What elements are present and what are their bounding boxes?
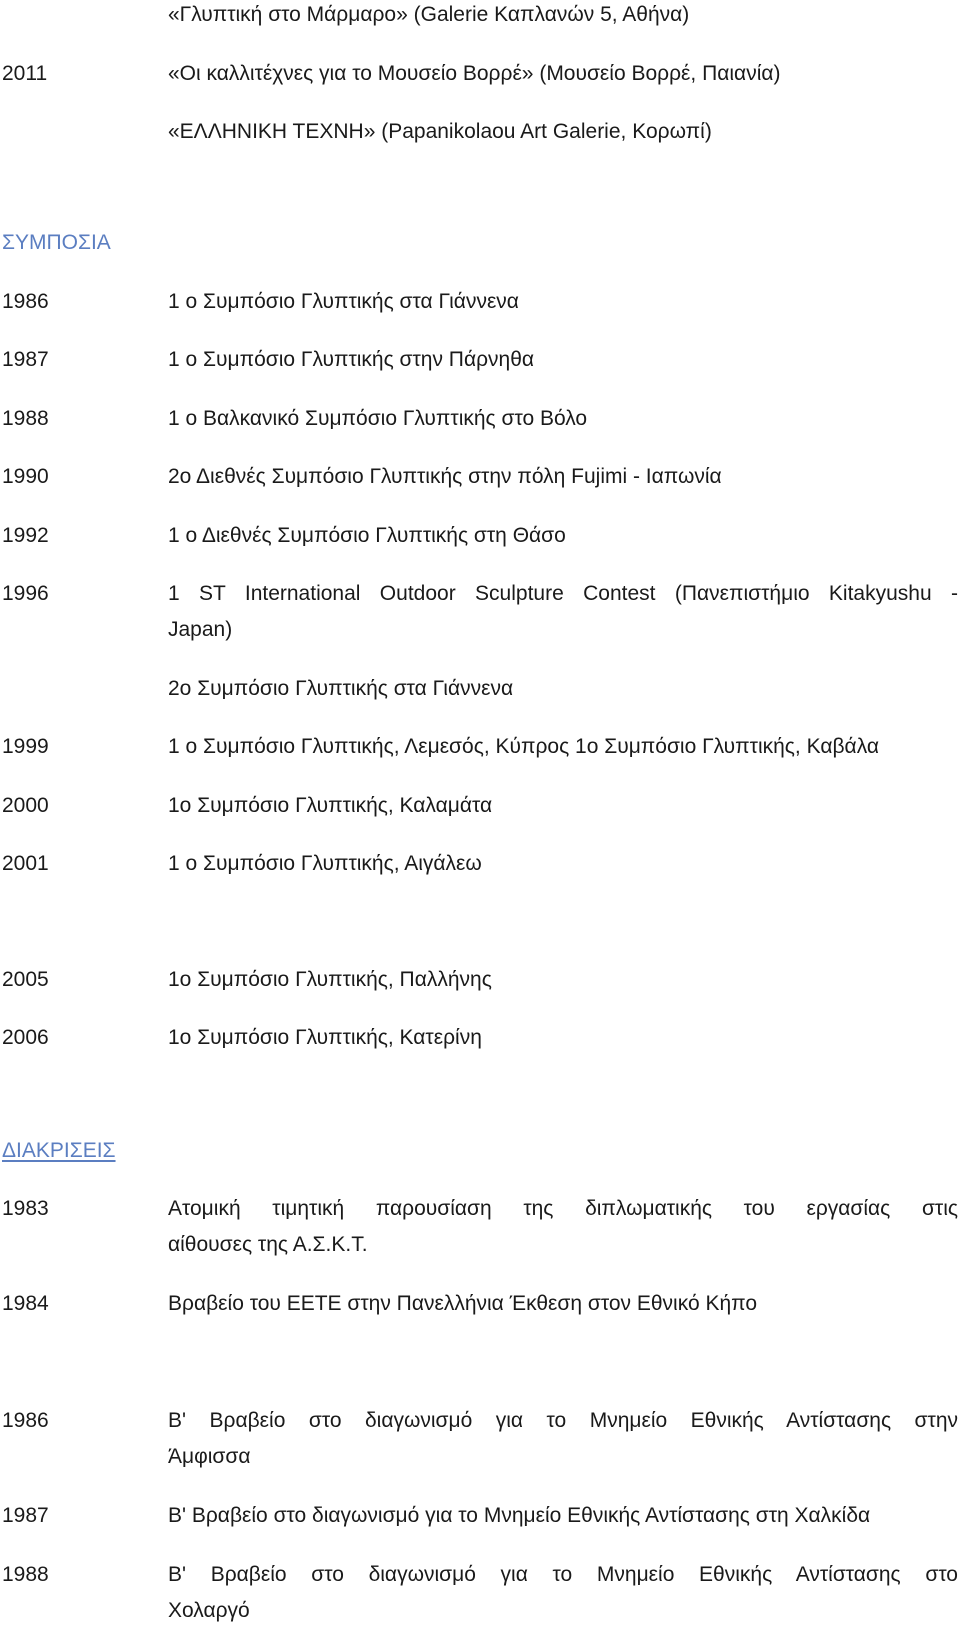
award-text: Β' Βραβείο στο διαγωνισμό για το Μνημείο Εθνικής Αντίστασης στην — [168, 1409, 958, 1432]
symposium-year: 2006 — [2, 1026, 49, 1049]
symposium-text-continued: Japan) — [168, 618, 233, 641]
exhibition-entry-text: «ΕΛΛΗΝΙΚΗ ΤΕΧΝΗ» (Papanikolaou Art Galerie, Κορωπί) — [168, 120, 712, 143]
symposium-text: 1 ο Συμπόσιο Γλυπτικής στην Πάρνηθα — [168, 348, 535, 371]
exhibition-entry-text: «Γλυπτική στο Μάρμαρο» (Galerie Καπλανών 5, Αθήνα) — [168, 3, 690, 26]
exhibition-entry-year: 2011 — [2, 62, 48, 85]
award-year: 1988 — [2, 1563, 49, 1586]
symposium-year: 1990 — [2, 465, 49, 488]
award-text-continued: Χολαργό — [168, 1599, 250, 1622]
award-year: 1987 — [2, 1504, 49, 1527]
symposium-year: 1999 — [2, 735, 49, 758]
symposium-year: 1988 — [2, 407, 49, 430]
symposium-year: 2001 — [2, 852, 49, 875]
symposium-year: 1987 — [2, 348, 49, 371]
award-year: 1984 — [2, 1292, 49, 1315]
award-text: Β' Βραβείο στο διαγωνισμό για το Μνημείο Εθνικής Αντίστασης στο — [168, 1563, 958, 1586]
award-text-continued: αίθουσες της Α.Σ.Κ.Τ. — [168, 1233, 368, 1256]
award-text: Β' Βραβείο στο διαγωνισμό για το Μνημείο Εθνικής Αντίστασης στη Χαλκίδα — [168, 1504, 871, 1527]
symposium-text: 1ο Συμπόσιο Γλυπτικής, Καλαμάτα — [168, 794, 493, 817]
symposium-text: 1 ο Διεθνές Συμπόσιο Γλυπτικής στη Θάσο — [168, 524, 566, 547]
symposium-text: 1ο Συμπόσιο Γλυπτικής, Κατερίνη — [168, 1026, 482, 1049]
section-heading-awards: ΔΙΑΚΡΙΣΕΙΣ — [2, 1139, 116, 1162]
award-year: 1983 — [2, 1197, 49, 1220]
award-year: 1986 — [2, 1409, 49, 1432]
symposium-text: 1ο Συμπόσιο Γλυπτικής, Παλλήνης — [168, 968, 492, 991]
exhibition-entry-text: «Οι καλλιτέχνες για το Μουσείο Βορρέ» (Μουσείο Βορρέ, Παιανία) — [168, 62, 781, 85]
symposium-text: 1 ST International Outdoor Sculpture Contest (Πανεπιστήμιο Kitakyushu - — [168, 582, 958, 605]
award-text: Βραβείο του ΕΕΤΕ στην Πανελλήνια Έκθεση στον Εθνικό Κήπο — [168, 1292, 758, 1315]
award-text: Ατομική τιμητική παρουσίαση της διπλωματικής του εργασίας στις — [168, 1197, 958, 1220]
symposium-year: 1992 — [2, 524, 49, 547]
symposium-year: 2005 — [2, 968, 49, 991]
symposium-year: 1986 — [2, 290, 49, 313]
symposium-text: 2ο Διεθνές Συμπόσιο Γλυπτικής στην πόλη Fujimi - Ιαπωνία — [168, 465, 722, 488]
symposium-year: 1996 — [2, 582, 49, 605]
symposium-text: 1 ο Βαλκανικό Συμπόσιο Γλυπτικής στο Βόλο — [168, 407, 588, 430]
symposium-year: 2000 — [2, 794, 49, 817]
symposium-text: 1 ο Συμπόσιο Γλυπτικής, Αιγάλεω — [168, 852, 482, 875]
award-text-continued: Άμφισσα — [168, 1445, 251, 1468]
section-heading-symposia: ΣΥΜΠΟΣΙΑ — [2, 231, 111, 254]
symposium-text: 2ο Συμπόσιο Γλυπτικής στα Γιάννενα — [168, 677, 514, 700]
symposium-text: 1 ο Συμπόσιο Γλυπτικής στα Γιάννενα — [168, 290, 519, 313]
symposium-text: 1 ο Συμπόσιο Γλυπτικής, Λεμεσός, Κύπρος 1ο Συμπόσιο Γλυπτικής, Καβάλα — [168, 735, 880, 758]
